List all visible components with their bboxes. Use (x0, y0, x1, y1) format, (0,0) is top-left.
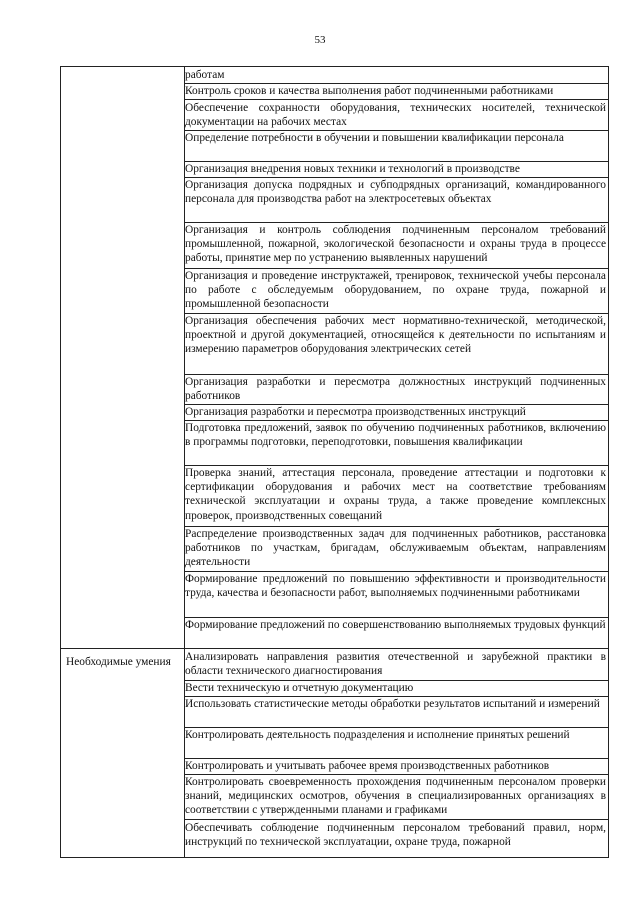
action-row: Подготовка предложений, заявок по обучению подчиненных работников, включению в программы подготовки, переподготовки, повышения квалификации (185, 422, 606, 449)
skill-row: Обеспечивать соблюдение подчиненным персоналом требований правил, норм, инструкций по технической эксплуатации, охране труда, пожарной (185, 822, 606, 849)
action-row: Контроль сроков и качества выполнения работ подчиненными работниками (185, 85, 554, 97)
action-row: Организация разработки и пересмотра должностных инструкций подчиненных работников (185, 376, 606, 403)
action-row: Распределение производственных задач для подчиненных работников, расстановка работников по участкам, бригадам, обслуживаемым объектам, направлениям деятельности (185, 528, 606, 569)
action-row: Проверка знаний, аттестация персонала, проведение аттестации и подготовки к сертификации оборудования и рабочих мест на соответствие требованиям технической эксплуатации и охраны труда, а также проведение комплексных проверок, производственных совещаний (185, 467, 606, 522)
action-row: Обеспечение сохранности оборудования, технических носителей, технической документации на рабочих местах (185, 102, 606, 129)
action-row: Организация обеспечения рабочих мест нормативно-технической, методической, проектной и другой документацией, относящейся к деятельности по испытаниям и измерению параметров оборудования электрических сетей (185, 315, 606, 356)
action-row: Организация и контроль соблюдения подчиненным персоналом требований промышленной, пожарной, экологической безопасности и охраны труда в процессе работы, принятие мер по устранению выявленных нарушений (185, 224, 606, 265)
page-number: 53 (314, 34, 326, 46)
skill-row: Контролировать своевременность прохождения подчиненным персоналом проверки знаний, медицинских осмотров, обучения в специализированных организациях в соответствии с утвержденными планами и графиками (185, 776, 606, 817)
action-row: Организация внедрения новых техники и технологий в производстве (185, 163, 520, 175)
action-row: Организация и проведение инструктажей, тренировок, технической учебы персонала по работе с обследуемым оборудованием, по охране труда, пожарной и промышленной безопасности (185, 270, 606, 311)
action-row: Формирование предложений по совершенствованию выполняемых трудовых функций (185, 619, 606, 631)
action-row: Организация допуска подрядных и субподрядных организаций, командированного персонала для производства работ на электросетевых объектах (185, 179, 606, 206)
skill-row: Контролировать и учитывать рабочее время производственных работников (185, 760, 550, 772)
skill-row: Вести техническую и отчетную документацию (185, 682, 414, 694)
action-row: Организация разработки и пересмотра производственных инструкций (185, 406, 526, 418)
section-divider (60, 648, 609, 649)
skill-row: Использовать статистические методы обработки результатов испытаний и измерений (185, 698, 600, 710)
action-row: Формирование предложений по повышению эффективности и производительности труда, качества и безопасности работ, выполняемых подчиненными работниками (185, 573, 606, 600)
skill-row: Контролировать деятельность подразделения и исполнение принятых решений (185, 729, 570, 741)
action-row: работам (185, 69, 225, 81)
skill-row: Анализировать направления развития отечественной и зарубежной практики в области технического диагностирования (185, 651, 606, 678)
action-row: Определение потребности в обучении и повышении квалификации персонала (185, 132, 564, 144)
row-divider (184, 819, 608, 820)
row-divider (184, 99, 608, 100)
needed-skills-label: Необходимые умения (66, 656, 171, 668)
